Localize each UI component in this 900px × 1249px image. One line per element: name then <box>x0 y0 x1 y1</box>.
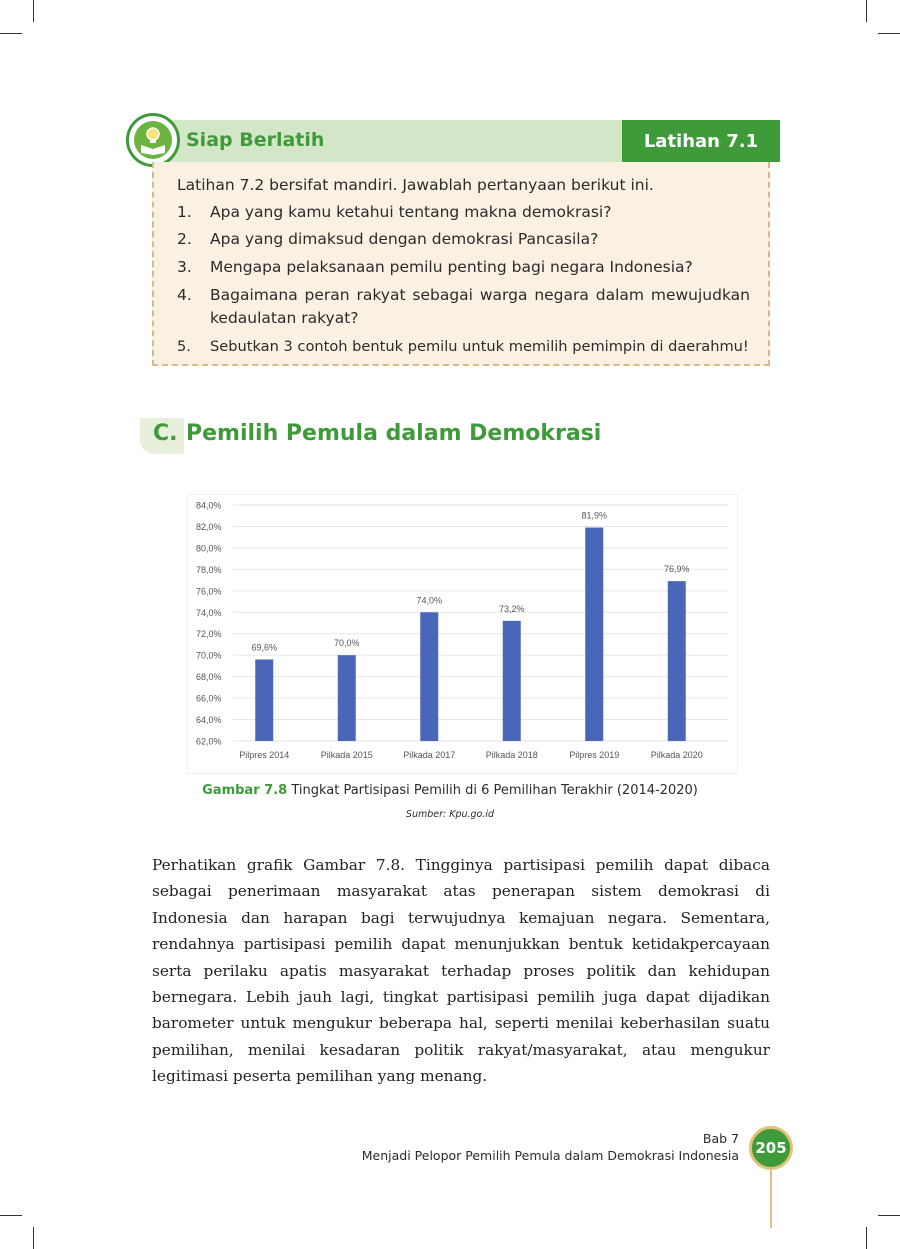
crop-mark <box>878 1215 900 1216</box>
bar <box>338 655 356 741</box>
page-line <box>770 1170 772 1228</box>
bar <box>420 612 438 741</box>
exercise-tag: Latihan 7.1 <box>622 120 780 162</box>
y-tick-label: 68,0% <box>196 672 222 683</box>
x-tick-label: Pilkada 2020 <box>650 750 703 760</box>
body-paragraph: Perhatikan grafik Gambar 7.8. Tingginya partisipasi pemilih dapat dibaca sebagai penerimaan masyarakat atas penerapan sistem demokrasi di Indonesia dan harapan bagi terwujudnya kemajuan negara. Sementara, rendahnya partisipasi pemilih dapat menunjukkan bentuk ketidakpercayaan serta perilaku apatis masyarakat terhadap proses politik dan kehidupan bernegara. Lebih jauh lagi, tingkat partisipasi pemilih juga dapat dijadikan barometer untuk mengukur beberapa hal, seperti menilai keberhasilan suatu pemilihan, menilai kesadaran politik rakyat/masyarakat, atau mengukur legitimasi peserta pemilihan yang menang. <box>152 856 770 1086</box>
bar <box>668 581 686 741</box>
crop-mark <box>866 0 867 22</box>
exercise-body: Latihan 7.2 bersifat mandiri. Jawablah pertanyaan berikut ini. 1. Apa yang kamu ketahui tentang makna demokrasi? 2. Apa yang dimaksud dengan demokrasi Pancasila? 3. Mengapa pelaksanaan pemilu penting bagi negara Indonesia? 4. Bagaimana peran rakyat sebagai warga negara dalam mewujudkan kedaulatan rakyat? 5. Sebutkan 3 contoh bentuk pemilu untuk memilih pemimpin di daerahmu! <box>152 162 770 366</box>
data-label: 76,9% <box>663 564 690 575</box>
figure-caption-text: Tingkat Partisipasi Pemilih di 6 Pemilihan Terakhir (2014-2020) <box>287 783 698 798</box>
y-tick-label: 80,0% <box>196 543 222 554</box>
x-tick-label: Pilpres 2019 <box>569 750 620 760</box>
page-number: 205 <box>749 1126 793 1170</box>
bar <box>585 528 603 741</box>
crop-mark <box>33 0 34 22</box>
crop-mark <box>33 1227 34 1249</box>
y-tick-label: 82,0% <box>196 521 222 532</box>
footer-subtitle: Menjadi Pelopor Pemilih Pemula dalam Demokrasi Indonesia <box>361 1148 739 1163</box>
data-label: 81,9% <box>581 510 608 521</box>
figure-caption <box>0 783 900 798</box>
y-tick-label: 74,0% <box>196 607 222 618</box>
exercise-intro: Latihan 7.2 bersifat mandiri. Jawablah pertanyaan berikut ini. <box>177 176 654 194</box>
bar <box>503 621 521 741</box>
section-letter: C. <box>153 421 178 446</box>
y-tick-label: 84,0% <box>196 500 222 511</box>
data-label: 70,0% <box>333 638 360 649</box>
y-tick-label: 70,0% <box>196 650 222 661</box>
data-label: 69,6% <box>251 642 278 653</box>
crop-mark <box>0 33 22 34</box>
y-tick-label: 72,0% <box>196 629 222 640</box>
bar-chart <box>188 495 737 773</box>
bar <box>255 659 273 741</box>
x-tick-label: Pilkada 2018 <box>485 750 538 760</box>
x-tick-label: Pilkada 2015 <box>320 750 373 760</box>
section-title: Pemilih Pemula dalam Demokrasi <box>186 421 602 446</box>
data-label: 73,2% <box>498 603 525 614</box>
crop-mark <box>878 33 900 34</box>
book-lightbulb-icon <box>126 113 180 167</box>
figure-source: Sumber: Kpu.go.id <box>405 809 495 820</box>
y-tick-label: 64,0% <box>196 715 222 726</box>
y-tick-label: 66,0% <box>196 693 222 704</box>
x-tick-label: Pilpres 2014 <box>239 750 290 760</box>
y-tick-label: 76,0% <box>196 586 222 597</box>
data-label: 74,0% <box>416 595 443 606</box>
chart-frame <box>187 494 738 774</box>
figure-label: Gambar 7.8 <box>202 783 288 798</box>
x-tick-label: Pilkada 2017 <box>403 750 456 760</box>
crop-mark <box>866 1227 867 1249</box>
footer-chapter: Bab 7 <box>702 1131 739 1146</box>
y-tick-label: 62,0% <box>196 736 222 747</box>
exercise-title: Siap Berlatih <box>186 129 325 151</box>
y-tick-label: 78,0% <box>196 564 222 575</box>
crop-mark <box>0 1215 22 1216</box>
